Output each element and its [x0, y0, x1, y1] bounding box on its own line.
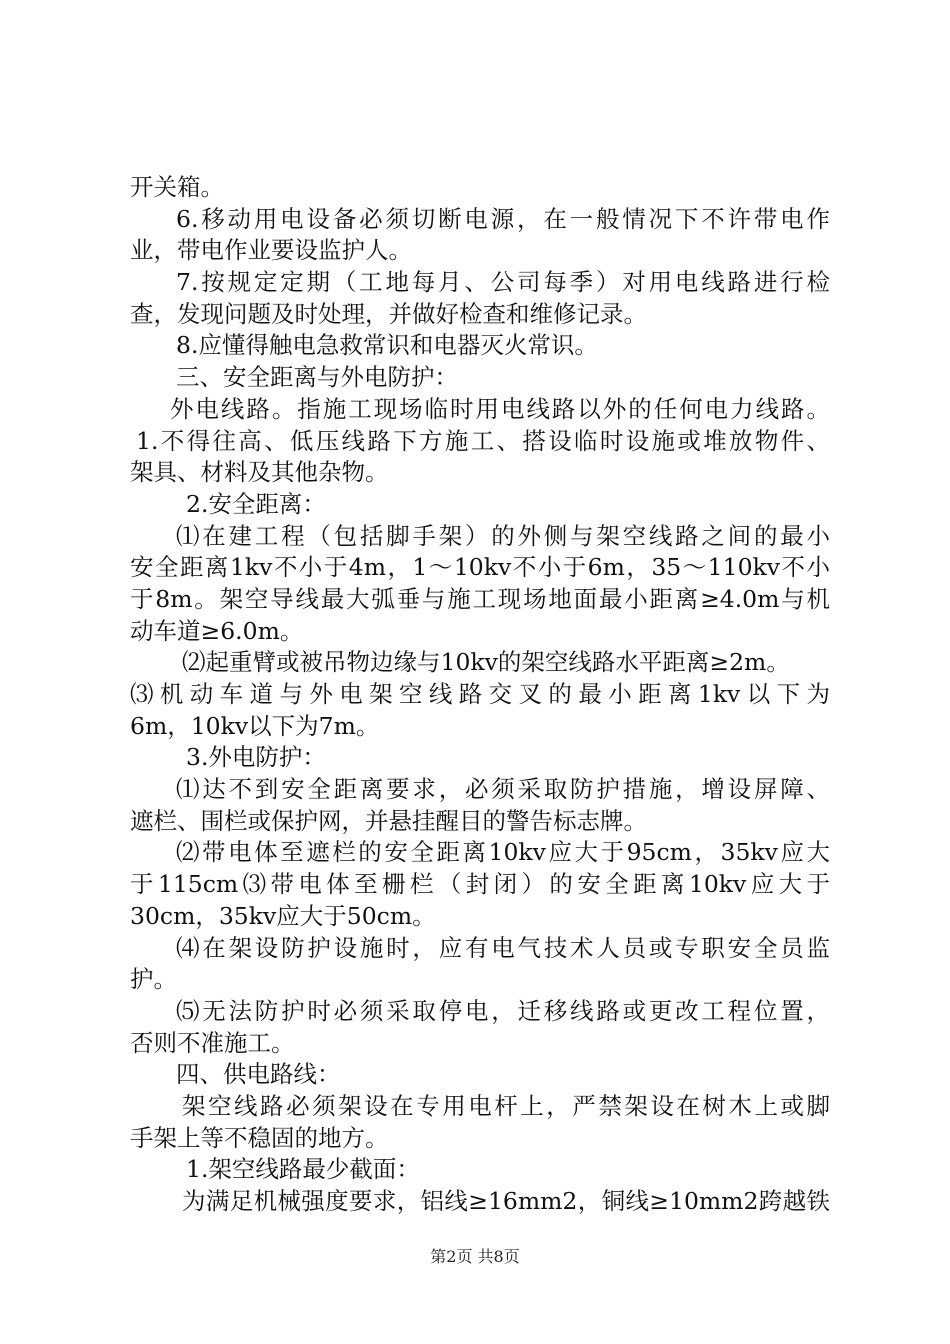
section-heading: 三、安全距离与外电防护： [176, 363, 458, 392]
text-line: 否则不准施工。 [130, 1028, 295, 1057]
text-line: 30cm，35kv应大于50cm。 [130, 901, 436, 930]
text-line: 8.应懂得触电急救常识和电器灭火常识。 [176, 331, 598, 360]
text-line: 开关箱。 [130, 173, 224, 201]
text-line: 6m，10kv以下为7m。 [130, 711, 380, 740]
text-line: 安全距离1kv不小于4m，1～10kv不小于6m，35～110kv不小 [130, 553, 830, 582]
text-line: 6.移动用电设备必须切断电源，在一般情况下不许带电作 [176, 204, 830, 233]
text-line: 2.安全距离： [186, 489, 326, 518]
text-line: ⑷在架设防护设施时，应有电气技术人员或专职安全员监 [176, 933, 830, 962]
text-line: 外电线路。指施工现场临时用电线路以外的任何电力线路。 [170, 394, 830, 423]
body-text [130, 172, 830, 1218]
text-line: 7.按规定定期（工地每月、公司每季）对用电线路进行检 [176, 268, 830, 297]
text-line: 架空线路必须架设在专用电杆上，严禁架设在树木上或脚 [182, 1091, 830, 1120]
text-line: 查，发现问题及时处理，并做好检查和维修记录。 [130, 299, 647, 328]
text-line: 1.架空线路最少截面： [186, 1155, 420, 1184]
text-line: 护。 [130, 965, 177, 994]
page-number-footer: 第2页 共8页 [430, 1247, 520, 1266]
text-line: 于8m。架空导线最大弧垂与施工现场地面最小距离≥4.0m与机 [130, 584, 830, 613]
text-line: 手架上等不稳固的地方。 [130, 1123, 389, 1152]
text-line: ⑶机动车道与外电架空线路交叉的最小距离1kv以下为 [130, 680, 830, 708]
text-line: 于115cm⑶带电体至栅栏（封闭）的安全距离10kv应大于 [130, 870, 830, 899]
text-line: 遮栏、围栏或保护网，并悬挂醒目的警告标志牌。 [130, 806, 647, 835]
text-line: 动车道≥6.0m。 [130, 616, 304, 645]
text-line: ⑵起重臂或被吊物边缘与10kv的架空线路水平距离≥2m。 [182, 648, 790, 677]
text-line: 1.不得往高、低压线路下方施工、搭设临时设施或堆放物件、 [136, 426, 830, 455]
text-line: ⑴达不到安全距离要求，必须采取防护措施，增设屏障、 [176, 775, 830, 804]
text-line: 3.外电防护： [186, 743, 326, 772]
text-line: ⑵带电体至遮栏的安全距离10kv应大于95cm，35kv应大 [176, 838, 830, 867]
text-line: 架具、材料及其他杂物。 [130, 458, 389, 487]
text-line: ⑴在建工程（包括脚手架）的外侧与架空线路之间的最小 [176, 521, 830, 550]
text-line: 为满足机械强度要求，铝线≥16mm2，铜线≥10mm2跨越铁 [182, 1187, 830, 1215]
text-line: 业，带电作业要设监护人。 [130, 236, 412, 265]
text-line: ⑸无法防护时必须采取停电，迁移线路或更改工程位置， [176, 996, 830, 1025]
section-heading: 四、供电路线： [176, 1060, 341, 1089]
